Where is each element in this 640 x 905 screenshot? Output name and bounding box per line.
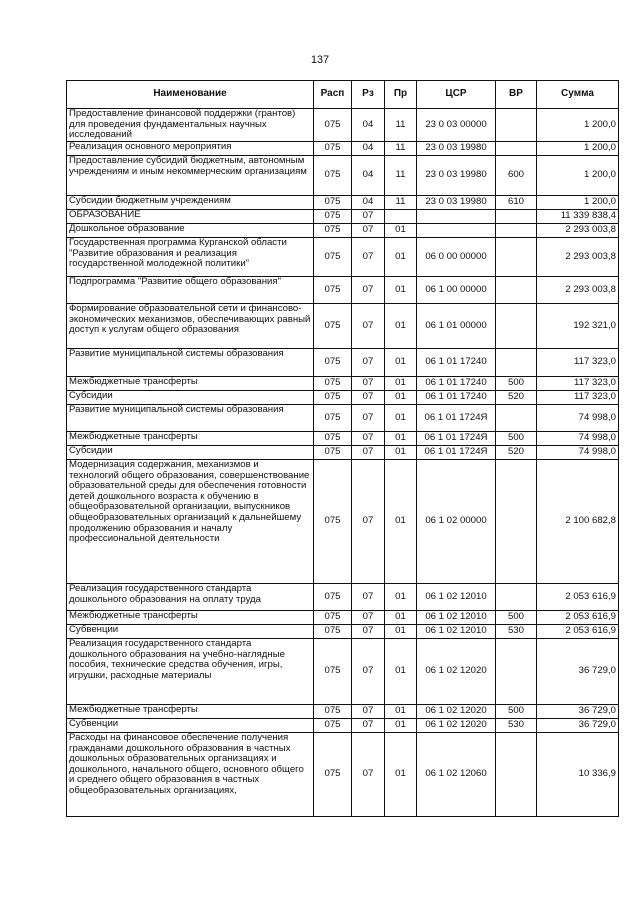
cell-vr: 500 [496, 611, 537, 625]
table-row [67, 405, 619, 432]
cell-csr: 06 1 02 12060 [417, 733, 496, 817]
cell-rz: 07 [352, 432, 385, 446]
cell-csr [417, 224, 496, 238]
cell-csr: 06 1 02 12010 [417, 611, 496, 625]
cell-csr: 06 1 02 12010 [417, 625, 496, 639]
cell-csr: 06 1 01 17240 [417, 349, 496, 377]
table-row [67, 460, 619, 584]
cell-csr: 06 1 02 12010 [417, 584, 496, 611]
header-csr: ЦСР [417, 81, 496, 109]
cell-csr: 06 1 02 12020 [417, 705, 496, 719]
cell-vr: 500 [496, 432, 537, 446]
cell-name: Реализация основного мероприятия [67, 142, 314, 156]
table-row [67, 238, 619, 277]
cell-csr: 06 1 02 00000 [417, 460, 496, 584]
cell-pr: 01 [385, 446, 417, 460]
cell-rz: 07 [352, 277, 385, 304]
cell-sum: 117 323,0 [537, 349, 619, 377]
cell-rz: 07 [352, 584, 385, 611]
cell-pr: 01 [385, 432, 417, 446]
cell-vr [496, 210, 537, 224]
cell-rasp: 075 [314, 196, 352, 210]
cell-csr: 23 0 03 19980 [417, 142, 496, 156]
cell-name: Субсидии [67, 446, 314, 460]
cell-pr: 01 [385, 733, 417, 817]
cell-rasp: 075 [314, 733, 352, 817]
table-row [67, 432, 619, 446]
cell-rz: 07 [352, 224, 385, 238]
table-row [67, 446, 619, 460]
cell-sum: 117 323,0 [537, 391, 619, 405]
cell-rasp: 075 [314, 611, 352, 625]
header-rz: Рз [352, 81, 385, 109]
cell-pr: 01 [385, 238, 417, 277]
cell-sum: 74 998,0 [537, 432, 619, 446]
cell-rz: 07 [352, 733, 385, 817]
cell-vr [496, 277, 537, 304]
cell-name: Реализация государственного стандарта дошкольного образования на оплату труда [67, 584, 314, 611]
cell-rz: 07 [352, 238, 385, 277]
cell-vr: 500 [496, 705, 537, 719]
table-row [67, 705, 619, 719]
cell-sum: 10 336,9 [537, 733, 619, 817]
cell-csr: 06 1 01 1724Я [417, 405, 496, 432]
cell-pr: 01 [385, 705, 417, 719]
table-row [67, 196, 619, 210]
cell-pr: 01 [385, 639, 417, 705]
cell-rz: 07 [352, 625, 385, 639]
cell-sum: 1 200,0 [537, 109, 619, 142]
cell-sum: 2 053 616,9 [537, 611, 619, 625]
cell-rz: 07 [352, 391, 385, 405]
table-row [67, 142, 619, 156]
cell-sum: 2 100 682,8 [537, 460, 619, 584]
cell-pr: 01 [385, 584, 417, 611]
header-vr: ВР [496, 81, 537, 109]
cell-sum: 1 200,0 [537, 196, 619, 210]
cell-rasp: 075 [314, 304, 352, 349]
table-row [67, 584, 619, 611]
cell-name: Субвенции [67, 719, 314, 733]
header-rasp: Расп [314, 81, 352, 109]
cell-sum: 74 998,0 [537, 446, 619, 460]
cell-rasp: 075 [314, 210, 352, 224]
cell-sum: 2 293 003,8 [537, 224, 619, 238]
cell-pr: 11 [385, 109, 417, 142]
page-number: 137 [310, 54, 330, 66]
cell-vr: 500 [496, 377, 537, 391]
cell-rz: 07 [352, 639, 385, 705]
cell-name: Предоставление субсидий бюджетным, автономным учреждениям и иным некоммерческим организациям [67, 156, 314, 196]
table-header-row [67, 81, 619, 109]
table-row [67, 156, 619, 196]
cell-vr [496, 349, 537, 377]
cell-sum: 36 729,0 [537, 705, 619, 719]
cell-sum: 1 200,0 [537, 156, 619, 196]
cell-pr: 01 [385, 391, 417, 405]
cell-vr: 530 [496, 625, 537, 639]
cell-vr [496, 109, 537, 142]
cell-csr: 23 0 03 19980 [417, 156, 496, 196]
cell-vr [496, 460, 537, 584]
cell-sum: 2 293 003,8 [537, 238, 619, 277]
cell-rasp: 075 [314, 460, 352, 584]
cell-sum: 2 053 616,9 [537, 625, 619, 639]
cell-pr: 01 [385, 349, 417, 377]
cell-sum: 74 998,0 [537, 405, 619, 432]
cell-csr: 06 0 00 00000 [417, 238, 496, 277]
cell-pr [385, 210, 417, 224]
cell-rasp: 075 [314, 405, 352, 432]
cell-csr: 06 1 01 17240 [417, 377, 496, 391]
cell-vr: 600 [496, 156, 537, 196]
cell-name: Реализация государственного стандарта дошкольного образования на учебно-наглядные пособия, технические средства обучения, игры, игрушки, расходные материалы [67, 639, 314, 705]
header-pr: Пр [385, 81, 417, 109]
table-row [67, 109, 619, 142]
cell-sum: 11 339 838,4 [537, 210, 619, 224]
cell-rz: 07 [352, 611, 385, 625]
cell-name: Межбюджетные трансферты [67, 611, 314, 625]
cell-vr [496, 405, 537, 432]
cell-vr [496, 304, 537, 349]
cell-rasp: 075 [314, 238, 352, 277]
cell-rasp: 075 [314, 142, 352, 156]
cell-csr: 23 0 03 19980 [417, 196, 496, 210]
cell-sum: 36 729,0 [537, 719, 619, 733]
table-row [67, 349, 619, 377]
header-sum: Сумма [537, 81, 619, 109]
cell-sum: 36 729,0 [537, 639, 619, 705]
cell-rasp: 075 [314, 446, 352, 460]
cell-csr: 06 1 01 1724Я [417, 446, 496, 460]
cell-rz: 07 [352, 377, 385, 391]
cell-pr: 01 [385, 611, 417, 625]
cell-rz: 07 [352, 349, 385, 377]
cell-rz: 04 [352, 156, 385, 196]
cell-sum: 2 293 003,8 [537, 277, 619, 304]
header-name: Наименование [67, 81, 314, 109]
cell-vr: 610 [496, 196, 537, 210]
cell-vr: 520 [496, 446, 537, 460]
cell-vr [496, 142, 537, 156]
cell-name: Межбюджетные трансферты [67, 705, 314, 719]
cell-name: Развитие муниципальной системы образования [67, 405, 314, 432]
cell-csr: 06 1 02 12020 [417, 639, 496, 705]
cell-csr: 23 0 03 00000 [417, 109, 496, 142]
cell-sum: 2 053 616,9 [537, 584, 619, 611]
table-row [67, 391, 619, 405]
cell-name: Предоставление финансовой поддержки (грантов) для проведения фундаментальных научных исследований [67, 109, 314, 142]
cell-pr: 01 [385, 277, 417, 304]
cell-rasp: 075 [314, 625, 352, 639]
table-row [67, 224, 619, 238]
cell-rz: 07 [352, 304, 385, 349]
cell-rz: 07 [352, 405, 385, 432]
cell-vr [496, 733, 537, 817]
cell-pr: 01 [385, 304, 417, 349]
cell-csr: 06 1 01 17240 [417, 391, 496, 405]
table-row [67, 611, 619, 625]
table-row [67, 639, 619, 705]
cell-rasp: 075 [314, 224, 352, 238]
cell-rz: 07 [352, 460, 385, 584]
cell-rasp: 075 [314, 277, 352, 304]
cell-name: Расходы на финансовое обеспечение получения гражданами дошкольного образования в частных дошкольных образовательных организациях и дошкольного, начального общего, основного общего и среднего общего образования в частных общеобразовательных организациях, [67, 733, 314, 817]
table-row [67, 625, 619, 639]
cell-name: Государственная программа Курганской области "Развитие образования и реализация государственной молодежной политики" [67, 238, 314, 277]
table-body [67, 109, 619, 817]
cell-csr: 06 1 00 00000 [417, 277, 496, 304]
cell-name: Модернизация содержания, механизмов и технологий общего образования, совершенствование образовательной среды для обеспечения готовности детей дошкольного возраста к обучению в общеобразовательной организации, выпускников общеобразовательных организаций к дальнейшему продолжению образования и началу профессиональной деятельности [67, 460, 314, 584]
cell-vr [496, 238, 537, 277]
cell-rz: 04 [352, 196, 385, 210]
table-row [67, 304, 619, 349]
table-row [67, 210, 619, 224]
cell-pr: 01 [385, 224, 417, 238]
cell-rasp: 075 [314, 156, 352, 196]
table-row [67, 277, 619, 304]
cell-rasp: 075 [314, 377, 352, 391]
cell-name: Субсидии бюджетным учреждениям [67, 196, 314, 210]
cell-pr: 01 [385, 460, 417, 584]
cell-csr: 06 1 02 12020 [417, 719, 496, 733]
cell-csr: 06 1 01 00000 [417, 304, 496, 349]
cell-name: Развитие муниципальной системы образования [67, 349, 314, 377]
cell-vr [496, 584, 537, 611]
cell-rz: 07 [352, 719, 385, 733]
cell-rasp: 075 [314, 391, 352, 405]
cell-name: Формирование образовательной сети и финансово-экономических механизмов, обеспечивающих равный доступ к услугам общего образования [67, 304, 314, 349]
cell-vr [496, 639, 537, 705]
cell-pr: 01 [385, 405, 417, 432]
cell-rasp: 075 [314, 705, 352, 719]
cell-rasp: 075 [314, 639, 352, 705]
cell-name: ОБРАЗОВАНИЕ [67, 210, 314, 224]
cell-sum: 1 200,0 [537, 142, 619, 156]
cell-vr: 530 [496, 719, 537, 733]
budget-table [66, 80, 619, 817]
cell-name: Подпрограмма "Развитие общего образования" [67, 277, 314, 304]
cell-name: Дошкольное образование [67, 224, 314, 238]
cell-sum: 192 321,0 [537, 304, 619, 349]
cell-name: Межбюджетные трансферты [67, 377, 314, 391]
cell-name: Межбюджетные трансферты [67, 432, 314, 446]
cell-pr: 01 [385, 625, 417, 639]
table-row [67, 719, 619, 733]
cell-rz: 07 [352, 705, 385, 719]
cell-rz: 04 [352, 142, 385, 156]
table-row [67, 377, 619, 391]
cell-rasp: 075 [314, 432, 352, 446]
cell-rz: 04 [352, 109, 385, 142]
cell-pr: 11 [385, 142, 417, 156]
cell-rasp: 075 [314, 584, 352, 611]
cell-vr [496, 224, 537, 238]
cell-rasp: 075 [314, 719, 352, 733]
cell-name: Субвенции [67, 625, 314, 639]
cell-rasp: 075 [314, 349, 352, 377]
table-row [67, 733, 619, 817]
cell-vr: 520 [496, 391, 537, 405]
cell-pr: 01 [385, 377, 417, 391]
cell-pr: 11 [385, 156, 417, 196]
cell-rz: 07 [352, 446, 385, 460]
cell-sum: 117 323,0 [537, 377, 619, 391]
cell-rasp: 075 [314, 109, 352, 142]
cell-csr: 06 1 01 1724Я [417, 432, 496, 446]
cell-csr [417, 210, 496, 224]
cell-name: Субсидии [67, 391, 314, 405]
cell-pr: 01 [385, 719, 417, 733]
cell-rz: 07 [352, 210, 385, 224]
cell-pr: 11 [385, 196, 417, 210]
